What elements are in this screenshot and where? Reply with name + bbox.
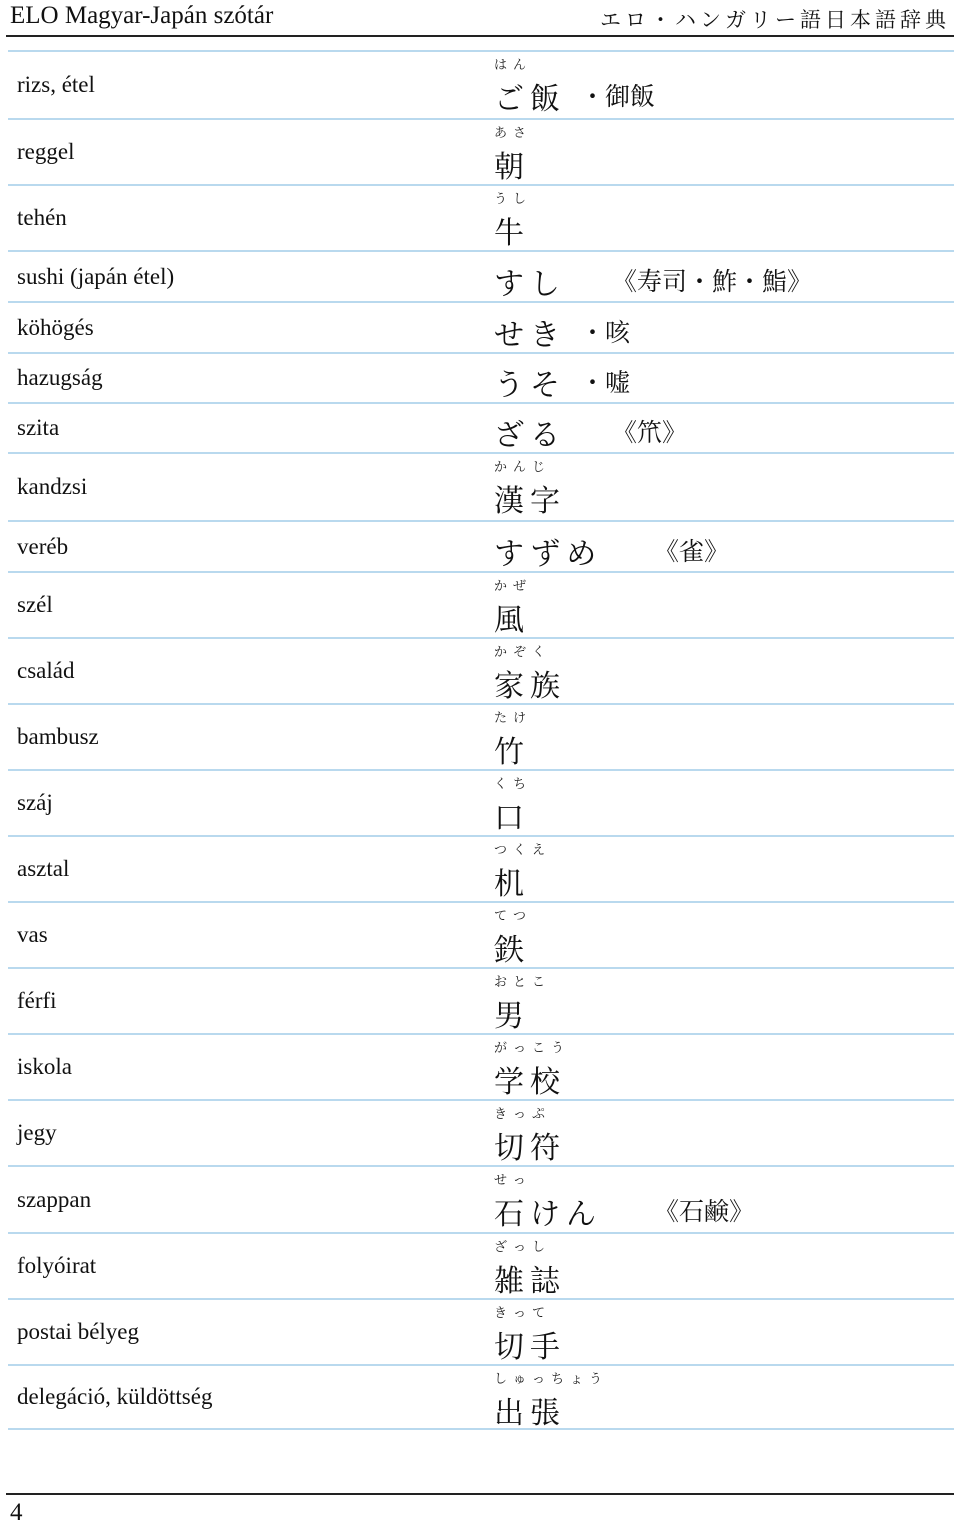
furigana-reading: うし bbox=[494, 192, 533, 207]
table-row bbox=[8, 184, 954, 250]
japanese-word: 出張 bbox=[494, 1396, 566, 1431]
table-row bbox=[8, 118, 954, 184]
japanese-word: すずめ bbox=[494, 537, 603, 572]
hungarian-word: jegy bbox=[17, 1120, 57, 1145]
furigana-reading: てつ bbox=[494, 909, 533, 924]
table-row bbox=[8, 901, 954, 967]
table-row bbox=[8, 1165, 954, 1232]
furigana-reading: あさ bbox=[494, 126, 533, 141]
hungarian-word: delegáció, küldöttség bbox=[17, 1384, 213, 1409]
table-row bbox=[8, 50, 954, 118]
furigana-reading: がっこう bbox=[494, 1041, 571, 1056]
hungarian-word: veréb bbox=[17, 533, 69, 559]
japanese-word: 竹 bbox=[494, 735, 530, 770]
furigana-reading: せっ bbox=[494, 1173, 532, 1188]
table-row bbox=[8, 769, 954, 835]
furigana-reading: しゅっちょう bbox=[494, 1372, 609, 1387]
japanese-word: 漢字 bbox=[494, 484, 566, 519]
hungarian-word: köhögés bbox=[17, 314, 94, 340]
japanese-word: せき bbox=[494, 318, 566, 353]
hungarian-word: bambusz bbox=[17, 724, 99, 749]
furigana-reading: くち bbox=[494, 777, 533, 792]
furigana-reading: たけ bbox=[494, 711, 533, 726]
kanji-variant: ・嘘 bbox=[580, 368, 631, 397]
japanese-word: ご飯 bbox=[494, 82, 566, 117]
table-row bbox=[8, 402, 954, 452]
japanese-word: 石けん bbox=[494, 1197, 602, 1232]
furigana-reading: かんじ bbox=[494, 460, 552, 475]
hungarian-word: tehén bbox=[17, 205, 67, 230]
japanese-word: 男 bbox=[494, 999, 530, 1034]
hungarian-word: sushi (japán étel) bbox=[17, 263, 175, 289]
furigana-reading: きって bbox=[494, 1306, 552, 1321]
furigana-reading: ざっし bbox=[494, 1240, 552, 1255]
hungarian-word: szél bbox=[17, 592, 53, 617]
kanji-variant: ・御飯 bbox=[580, 82, 656, 111]
hungarian-word: szita bbox=[17, 415, 60, 440]
japanese-word: 風 bbox=[494, 603, 530, 638]
japanese-word: 鉄 bbox=[494, 933, 530, 968]
hungarian-word: férfi bbox=[17, 988, 57, 1013]
furigana-reading: おとこ bbox=[494, 975, 552, 990]
furigana-reading: きっぷ bbox=[494, 1107, 552, 1122]
japanese-word: 切手 bbox=[494, 1330, 566, 1365]
kanji-variant: 《笊》 bbox=[612, 418, 688, 447]
table-row bbox=[8, 250, 954, 301]
table-row bbox=[8, 1232, 954, 1298]
japanese-word: うそ bbox=[494, 368, 566, 403]
table-row bbox=[8, 571, 954, 637]
japanese-word: 雑誌 bbox=[494, 1264, 566, 1299]
table-row bbox=[8, 1033, 954, 1099]
dictionary-title: ELO Magyar-Japán szótár bbox=[10, 2, 274, 29]
dictionary-title-japanese: エロ・ハンガリー語日本語辞典 bbox=[600, 8, 950, 32]
table-row bbox=[8, 967, 954, 1033]
hungarian-word: vas bbox=[17, 922, 48, 947]
japanese-word: ざる bbox=[494, 418, 566, 453]
page-header bbox=[6, 0, 954, 37]
table-row bbox=[8, 1298, 954, 1364]
japanese-word: 家族 bbox=[494, 669, 566, 704]
kanji-variant: 《雀》 bbox=[654, 537, 730, 566]
hungarian-word: reggel bbox=[17, 139, 75, 164]
table-row bbox=[8, 301, 954, 352]
hungarian-word: iskola bbox=[17, 1054, 72, 1079]
table-row bbox=[8, 1099, 954, 1165]
hungarian-word: család bbox=[17, 658, 75, 683]
table-row bbox=[8, 352, 954, 402]
table-row bbox=[8, 835, 954, 901]
japanese-word: 朝 bbox=[494, 150, 530, 185]
table-row bbox=[8, 703, 954, 769]
japanese-word: 口 bbox=[494, 801, 530, 836]
hungarian-word: postai bélyeg bbox=[17, 1319, 139, 1344]
furigana-reading: かぞく bbox=[494, 645, 552, 660]
japanese-word: すし bbox=[494, 267, 566, 302]
hungarian-word: kandzsi bbox=[17, 474, 88, 499]
hungarian-word: száj bbox=[17, 790, 53, 815]
hungarian-word: hazugság bbox=[17, 365, 103, 390]
hungarian-word: folyóirat bbox=[17, 1253, 97, 1278]
hungarian-word: szappan bbox=[17, 1186, 92, 1212]
table-row bbox=[8, 1364, 954, 1430]
furigana-reading: かぜ bbox=[494, 579, 533, 594]
page-number: 4 bbox=[10, 1499, 23, 1526]
vocabulary-table bbox=[8, 50, 954, 1430]
kanji-variant: 《寿司・鮓・鮨》 bbox=[612, 267, 813, 296]
japanese-word: 牛 bbox=[494, 216, 530, 251]
table-row bbox=[8, 452, 954, 520]
japanese-word: 机 bbox=[494, 867, 530, 902]
hungarian-word: rizs, étel bbox=[17, 72, 95, 97]
furigana-reading: つくえ bbox=[494, 843, 552, 858]
page-footer bbox=[6, 1493, 954, 1526]
kanji-variant: ・咳 bbox=[580, 318, 631, 347]
hungarian-word: asztal bbox=[17, 856, 70, 881]
japanese-word: 学校 bbox=[494, 1065, 566, 1100]
table-row bbox=[8, 520, 954, 571]
table-row bbox=[8, 637, 954, 703]
kanji-variant: 《石鹸》 bbox=[654, 1197, 755, 1226]
furigana-reading: はん bbox=[494, 58, 533, 73]
japanese-word: 切符 bbox=[494, 1131, 566, 1166]
